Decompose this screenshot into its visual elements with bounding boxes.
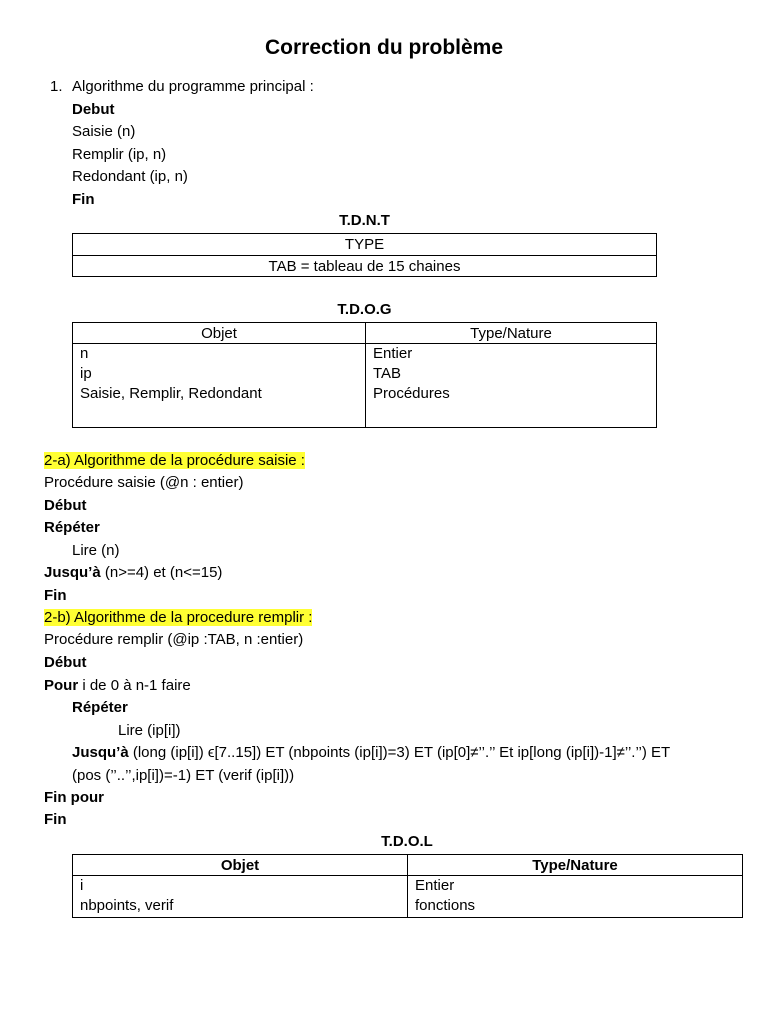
tdol-table [72, 854, 743, 918]
tdol-caption: T.D.O.L [381, 833, 433, 850]
remplir-fin-pour: Fin pour [44, 789, 104, 806]
tdog-type: Entier [373, 345, 413, 362]
remplir-jusqua-condition: (long (ip[i]) ϵ[7..15]) ET (nbpoints (ip[i])=3) ET (ip[0]≠’’.’’ Et ip[long (ip[i])-1]≠’’.’’) ET [128, 744, 671, 761]
saisie-signature: Procédure saisie (@n : entier) [44, 474, 244, 491]
tdol-header-objet: Objet [73, 855, 408, 876]
remplir-jusqua-line [72, 743, 670, 763]
algo-line-saisie: Saisie (n) [72, 123, 136, 140]
tdol-objet: nbpoints, verif [80, 897, 174, 914]
tdog-header-objet: Objet [73, 323, 366, 344]
section2a-heading: 2-a) Algorithme de la procédure saisie : [44, 452, 305, 469]
tdol-header-type: Type/Nature [408, 855, 743, 876]
tdol-type: fonctions [415, 897, 476, 914]
tdnt-row: TAB = tableau de 15 chaines [73, 256, 657, 277]
tdog-type: Procédures [373, 385, 450, 402]
tdnt-table [72, 233, 657, 277]
section1-number: 1. [50, 78, 63, 95]
remplir-pour-rest: i de 0 à n-1 faire [78, 677, 191, 694]
section1-heading: Algorithme du programme principal : [72, 78, 314, 95]
saisie-jusqua-line [44, 563, 222, 583]
tdog-objet: Saisie, Remplir, Redondant [80, 385, 262, 402]
tdnt-caption: T.D.N.T [339, 212, 390, 229]
remplir-fin: Fin [44, 811, 67, 828]
saisie-jusqua-condition: (n>=4) et (n<=15) [100, 564, 223, 581]
remplir-repeter: Répéter [72, 699, 128, 716]
tdol-objets-cell [73, 876, 408, 918]
remplir-debut: Début [44, 654, 87, 671]
tdog-objet: n [80, 345, 89, 362]
tdog-table [72, 322, 657, 428]
remplir-pour-keyword: Pour [44, 677, 79, 694]
tdnt-header: TYPE [73, 234, 657, 256]
page-title: Correction du problème [264, 36, 504, 59]
remplir-pour-line [44, 676, 191, 696]
tdol-type: Entier [415, 877, 455, 894]
remplir-jusqua-keyword: Jusqu’à [72, 744, 129, 761]
algo-debut: Debut [72, 101, 115, 118]
tdol-objet: i [80, 877, 84, 894]
tdog-header-type: Type/Nature [366, 323, 657, 344]
algo-line-redondant: Redondant (ip, n) [72, 168, 188, 185]
tdog-objets-cell [73, 344, 366, 428]
tdog-type: TAB [373, 365, 402, 382]
saisie-debut: Début [44, 497, 87, 514]
tdog-types-cell [366, 344, 657, 428]
saisie-lire: Lire (n) [72, 542, 120, 559]
saisie-fin: Fin [44, 587, 67, 604]
algo-fin: Fin [72, 191, 95, 208]
tdol-types-cell [408, 876, 743, 918]
tdog-caption: T.D.O.G [337, 301, 392, 318]
section2b-heading: 2-b) Algorithme de la procedure remplir : [44, 609, 313, 626]
remplir-signature: Procédure remplir (@ip :TAB, n :entier) [44, 631, 304, 648]
saisie-repeter: Répéter [44, 519, 100, 536]
saisie-jusqua-keyword: Jusqu’à [44, 564, 101, 581]
remplir-lire: Lire (ip[i]) [118, 722, 181, 739]
tdog-objet: ip [80, 365, 92, 382]
algo-line-remplir: Remplir (ip, n) [72, 146, 167, 163]
remplir-jusqua-condition-cont: (pos (’’..’’,ip[i])=-1) ET (verif (ip[i])) [72, 767, 295, 784]
